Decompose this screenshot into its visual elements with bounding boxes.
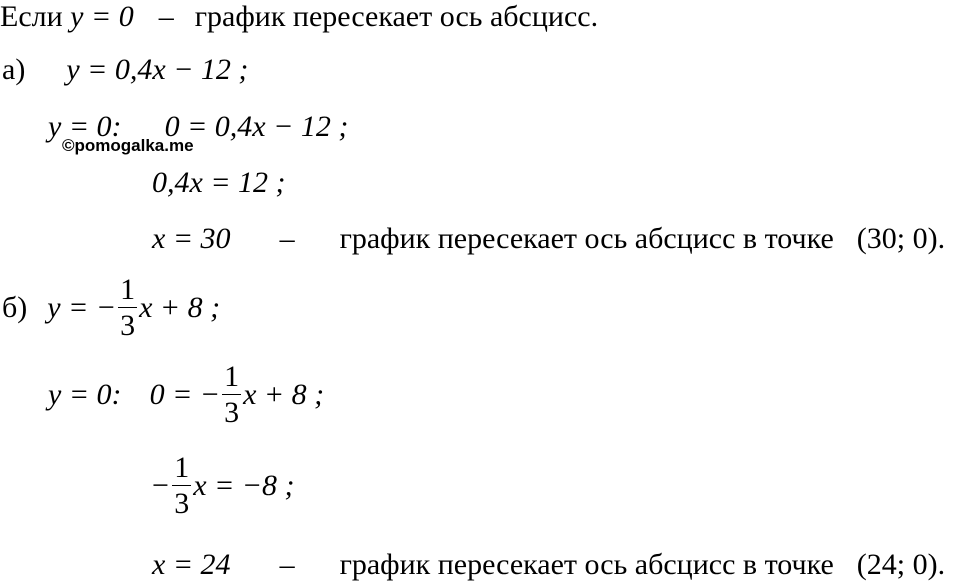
part-a-step1-eq: 0 = 0,4x − 12 ; bbox=[164, 110, 349, 143]
part-b-dash: – bbox=[279, 548, 295, 581]
part-b-fraction bbox=[118, 275, 137, 341]
fraction-numerator: 1 bbox=[120, 273, 136, 306]
part-b-step3-eq: x = 24 bbox=[152, 548, 231, 581]
part-b-step2-rhs: x = −8 ; bbox=[193, 469, 295, 502]
intro-text: график пересекает ось абсцисс. bbox=[194, 0, 599, 33]
part-b-step1-rhs: x + 8 ; bbox=[243, 378, 325, 411]
part-b-step1-cond: y = 0: bbox=[48, 378, 122, 411]
watermark: ©pomogalka.me bbox=[62, 136, 194, 155]
part-a-result-text: график пересекает ось абсцисс в точке bbox=[339, 222, 834, 255]
part-b-eq-lhs: y = − bbox=[47, 291, 117, 324]
part-a-step3 bbox=[152, 224, 945, 254]
part-a-dash: – bbox=[279, 222, 295, 255]
fraction-numerator: 1 bbox=[224, 360, 240, 393]
part-a-equation: y = 0,4x − 12 ; bbox=[66, 53, 249, 86]
part-a-marker: а) bbox=[2, 53, 26, 86]
part-b-step2 bbox=[150, 446, 295, 526]
part-b-marker: б) bbox=[2, 291, 28, 324]
part-b-step2-fraction bbox=[172, 453, 191, 519]
part-a-step1-cond: y = 0: bbox=[48, 110, 122, 143]
part-a-point: (30; 0). bbox=[856, 222, 946, 255]
part-a-step2 bbox=[152, 168, 286, 198]
intro-condition: y = 0 bbox=[70, 0, 134, 33]
part-b-step3 bbox=[152, 550, 945, 580]
fraction-denominator: 3 bbox=[174, 487, 190, 520]
intro-pre: Если bbox=[0, 0, 63, 33]
fraction-numerator: 1 bbox=[174, 451, 190, 484]
intro-dash: – bbox=[158, 0, 174, 33]
part-a-header bbox=[2, 55, 248, 85]
part-a-step2-eq: 0,4x = 12 ; bbox=[152, 166, 286, 199]
part-b-step1-lhs: 0 = − bbox=[149, 378, 221, 411]
fraction-denominator: 3 bbox=[120, 309, 136, 342]
part-b-eq-rhs: x + 8 ; bbox=[139, 291, 221, 324]
part-b-step1 bbox=[48, 355, 324, 435]
part-a-step3-eq: x = 30 bbox=[152, 222, 231, 255]
intro-line bbox=[0, 2, 598, 32]
part-b-point: (24; 0). bbox=[856, 548, 946, 581]
part-b-result-text: график пересекает ось абсцисс в точке bbox=[339, 548, 834, 581]
part-b-step1-fraction bbox=[222, 362, 241, 428]
part-b-step2-lhs: − bbox=[150, 469, 171, 502]
part-b-header bbox=[2, 268, 220, 348]
fraction-denominator: 3 bbox=[224, 396, 240, 429]
